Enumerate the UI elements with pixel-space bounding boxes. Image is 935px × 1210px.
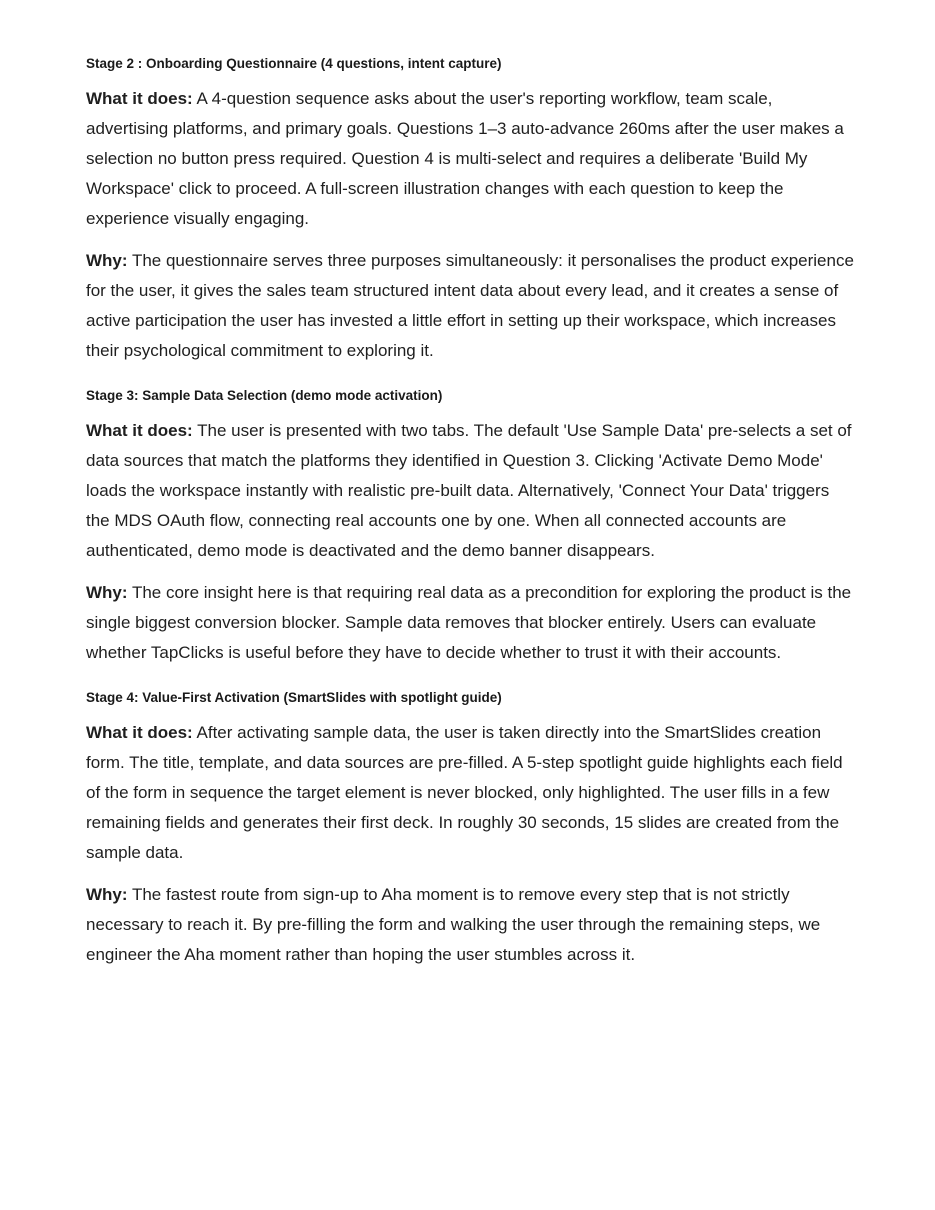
- section-heading: Stage 2 : Onboarding Questionnaire (4 questions, intent capture): [86, 56, 502, 71]
- what-it-does-paragraph: [86, 416, 856, 566]
- what-it-does-label: What it does:: [86, 421, 193, 440]
- why-text: The questionnaire serves three purposes simultaneously: it personalises the product experience for the user, it gives the sales team structured intent data about every lead, and it creates a sense of active participation the user has invested a little effort in setting up their workspace, which increases their psychological commitment to exploring it.: [86, 251, 854, 360]
- what-it-does-text: After activating sample data, the user is taken directly into the SmartSlides creation form. The title, template, and data sources are pre-filled. A 5-step spotlight guide highlights each field of the form in sequence the target element is never blocked, only highlighted. The user fills in a few remaining fields and generates their first deck. In roughly 30 seconds, 15 slides are created from the sample data.: [86, 723, 843, 862]
- why-paragraph: [86, 578, 856, 668]
- stage-3-section: [86, 386, 856, 668]
- why-text: The fastest route from sign-up to Aha moment is to remove every step that is not strictly necessary to reach it. By pre-filling the form and walking the user through the remaining steps, we engineer the Aha moment rather than hoping the user stumbles across it.: [86, 885, 821, 964]
- why-label: Why:: [86, 885, 128, 904]
- what-it-does-paragraph: [86, 84, 856, 234]
- document-page: [86, 54, 856, 982]
- section-heading: Stage 4: Value-First Activation (SmartSlides with spotlight guide): [86, 690, 502, 705]
- stage-2-section: [86, 54, 856, 366]
- why-label: Why:: [86, 251, 128, 270]
- why-label: Why:: [86, 583, 128, 602]
- what-it-does-text: The user is presented with two tabs. The default 'Use Sample Data' pre-selects a set of data sources that match the platforms they identified in Question 3. Clicking 'Activate Demo Mode' loads the workspace instantly with realistic pre-built data. Alternatively, 'Connect Your Data' triggers the MDS OAuth flow, connecting real accounts one by one. When all connected accounts are authenticated, demo mode is deactivated and the demo banner disappears.: [86, 421, 852, 560]
- why-paragraph: [86, 246, 856, 366]
- what-it-does-label: What it does:: [86, 89, 193, 108]
- what-it-does-label: What it does:: [86, 723, 193, 742]
- stage-4-section: [86, 688, 856, 970]
- why-paragraph: [86, 880, 856, 970]
- what-it-does-text: A 4-question sequence asks about the user's reporting workflow, team scale, advertising platforms, and primary goals. Questions 1–3 auto-advance 260ms after the user makes a selection no button press required. Question 4 is multi-select and requires a deliberate 'Build My Workspace' click to proceed. A full-screen illustration changes with each question to keep the experience visually engaging.: [86, 89, 844, 228]
- why-text: The core insight here is that requiring real data as a precondition for exploring the product is the single biggest conversion blocker. Sample data removes that blocker entirely. Users can evaluate whether TapClicks is useful before they have to decide whether to trust it with their accounts.: [86, 583, 852, 662]
- what-it-does-paragraph: [86, 718, 856, 868]
- section-heading: Stage 3: Sample Data Selection (demo mode activation): [86, 388, 443, 403]
